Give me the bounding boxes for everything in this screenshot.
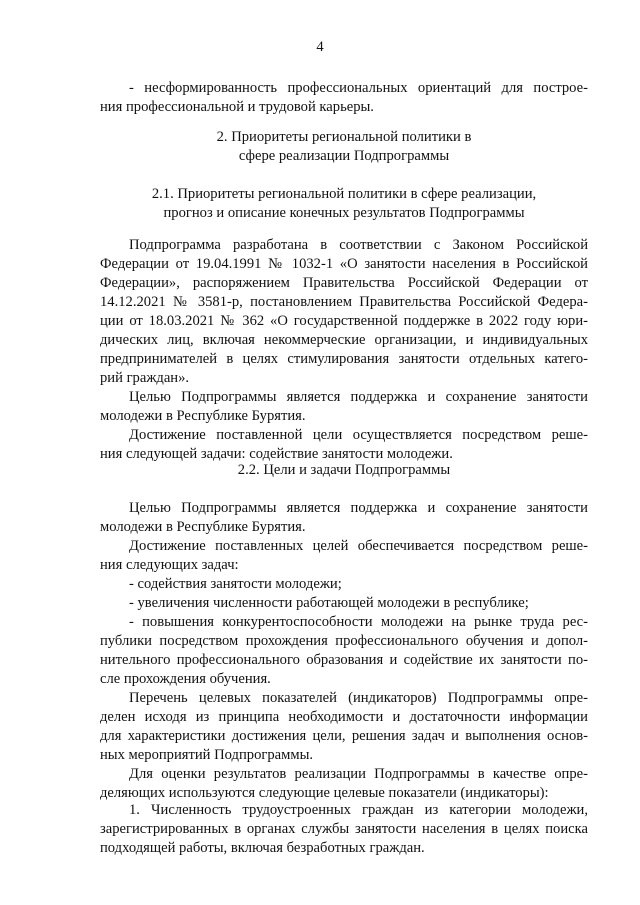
text-line: - содействия занятости молодежи; <box>129 576 342 592</box>
text-line: зарегистрированных в органах службы занятости населения в целях поиска <box>100 821 588 837</box>
paragraph <box>100 594 588 613</box>
heading-line: 2. Приоритеты региональной политики в <box>216 129 472 145</box>
text-line: 1. Численность трудоустроенных граждан из категории молодежи, <box>129 802 588 818</box>
text-line: Перечень целевых показателей (индикаторов) Подпрограммы опре- <box>129 690 588 706</box>
intro-paragraph <box>100 79 588 117</box>
paragraph <box>100 426 588 464</box>
paragraph <box>100 801 588 858</box>
heading-line: 2.1. Приоритеты региональной политики в сфере реализации, <box>151 186 537 202</box>
text-line: предпринимателей в целях стимулирования занятости отдельных катего- <box>100 351 588 367</box>
text-line: рий граждан». <box>100 370 190 386</box>
text-line: 14.12.2021 № 3581-р, постановлением Правительства Российской Федера- <box>100 294 588 310</box>
text-line: - увеличения численности работающей молодежи в республике; <box>129 595 529 611</box>
text-line: - повышения конкурентоспособности молодежи на рынке труда рес- <box>129 614 588 630</box>
text-line: ции от 18.03.2021 № 362 «О государственной поддержке в 2022 году юри- <box>100 313 588 329</box>
section-2-1-body <box>100 236 588 464</box>
section-2-heading <box>100 128 588 166</box>
text-line: Подпрограмма разработана в соответствии с Законом Российской <box>129 237 588 253</box>
heading-line: сфере реализации Подпрограммы <box>238 148 450 164</box>
text-line: Для оценки результатов реализации Подпрограммы в качестве опре- <box>129 766 588 782</box>
text-line: сле прохождения обучения. <box>100 671 271 687</box>
section-2-1-heading <box>100 185 588 223</box>
text-line: для характеристики достижения цели, решения задач и выполнения основ- <box>100 728 588 744</box>
paragraph <box>100 575 588 594</box>
paragraph <box>100 537 588 575</box>
text-line: подходящей работы, включая безработных граждан. <box>100 840 425 856</box>
page-number: 4 <box>316 39 324 55</box>
text-line: Федерации», распоряжением Правительства Российской Федерации от <box>100 275 588 291</box>
text-line: публики посредством прохождения профессионального обучения и допол- <box>100 633 588 649</box>
section-2-2-heading: 2.2. Цели и задачи Подпрограммы <box>237 462 451 478</box>
text-line: ния следующих задач: <box>100 557 239 573</box>
heading-line: прогноз и описание конечных результатов Подпрограммы <box>163 205 525 221</box>
text-line: дических лиц, включая некоммерческие организации, и индивидуальных <box>100 332 588 348</box>
paragraph <box>100 765 588 803</box>
text-line: ных мероприятий Подпрограммы. <box>100 747 314 763</box>
text-line: деляющих используются следующие целевые показатели (индикаторы): <box>100 785 549 801</box>
paragraph <box>100 79 588 117</box>
text-line: нительного профессионального образования и содействие их занятости по- <box>100 652 588 668</box>
text-line: Достижение поставленных целей обеспечивается посредством реше- <box>129 538 588 554</box>
text-line: Целью Подпрограммы является поддержка и сохранение занятости <box>129 389 588 405</box>
text-line: Достижение поставленной цели осуществляется посредством реше- <box>129 427 588 443</box>
text-line: молодежи в Республике Бурятия. <box>100 519 306 535</box>
paragraph <box>100 613 588 689</box>
text-line: молодежи в Республике Бурятия. <box>100 408 306 424</box>
paragraph <box>100 236 588 388</box>
paragraph <box>100 689 588 765</box>
text-line: ния следующей задачи: содействие занятости молодежи. <box>100 446 453 462</box>
section-2-2-body <box>100 499 588 803</box>
paragraph <box>100 388 588 426</box>
paragraph <box>100 499 588 537</box>
text-line: Федерации от 19.04.1991 № 1032-1 «О занятости населения в Российской <box>100 256 588 272</box>
text-line: - несформированность профессиональных ориентаций для построе- <box>129 80 588 96</box>
text-line: ния профессиональной и трудовой карьеры. <box>100 99 374 115</box>
text-line: Целью Подпрограммы является поддержка и сохранение занятости <box>129 500 588 516</box>
text-line: делен исходя из принципа необходимости и достаточности информации <box>100 709 588 725</box>
indicator-1-paragraph <box>100 801 588 858</box>
